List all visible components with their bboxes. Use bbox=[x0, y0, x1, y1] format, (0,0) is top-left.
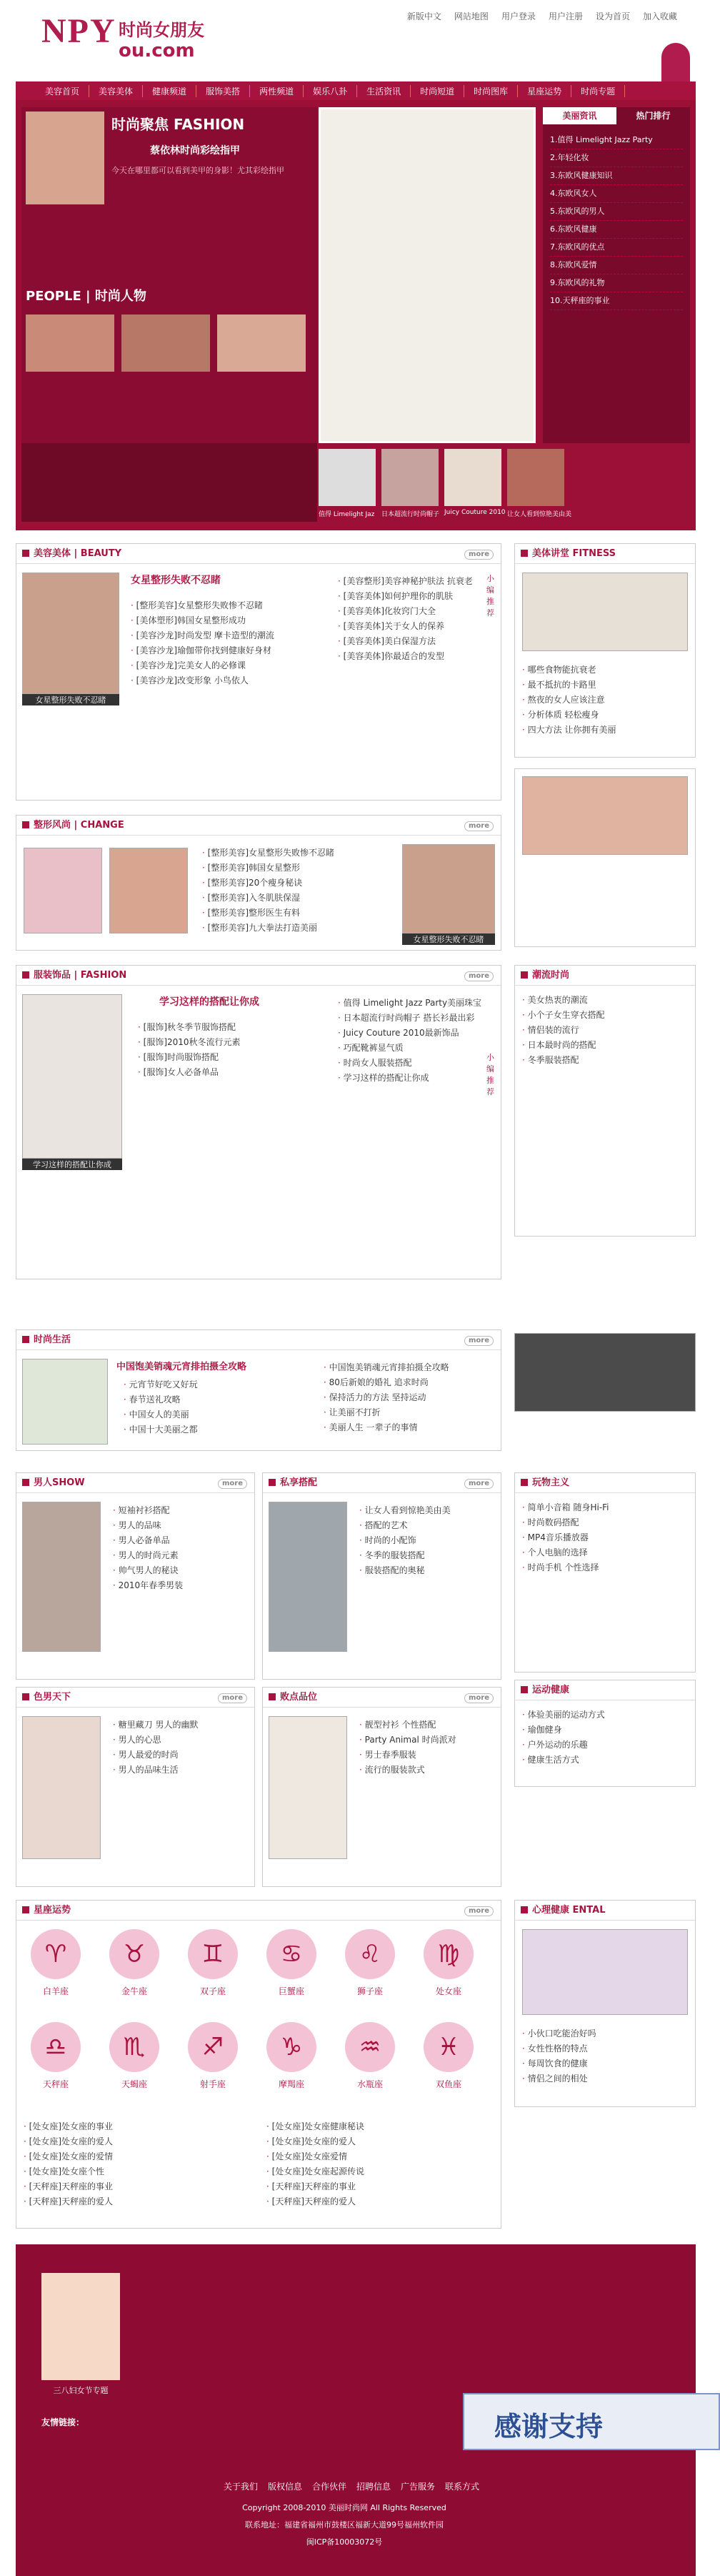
bar-thumb[interactable] bbox=[319, 449, 376, 506]
list-item[interactable]: · 男人必备单品 bbox=[113, 1533, 245, 1548]
friend-links-label: 友情链接： bbox=[41, 2417, 85, 2427]
logo-url: ou.com bbox=[119, 40, 195, 61]
section-title bbox=[16, 966, 501, 986]
beauty-photo[interactable] bbox=[22, 573, 119, 694]
list-item[interactable]: · 学习这样的搭配让你成 bbox=[338, 1071, 474, 1086]
list-item[interactable]: · [服饰]2010秋冬流行元素 bbox=[138, 1035, 316, 1050]
list-item[interactable]: · 户外运动的乐趣 bbox=[522, 1738, 686, 1753]
nav-item[interactable]: 美容美体 bbox=[89, 85, 143, 97]
color-section bbox=[16, 1687, 255, 1887]
list-item[interactable]: · 帅气男人的秘诀 bbox=[113, 1563, 245, 1578]
section-title-text: 私享搭配 bbox=[280, 1477, 318, 1488]
list-item[interactable]: · [整形美容]韩国女星整形 bbox=[202, 861, 388, 876]
list-item[interactable]: · 熬夜的女人应该注意 bbox=[522, 693, 686, 708]
footer-link[interactable]: 招聘信息 bbox=[356, 2482, 391, 2492]
zodiac-libra[interactable] bbox=[24, 2022, 88, 2101]
list-item[interactable]: · 日本最时尚的搭配 bbox=[522, 1038, 686, 1053]
more-button[interactable]: more bbox=[464, 1693, 494, 1703]
list-item[interactable]: · 冬季服装搭配 bbox=[522, 1053, 686, 1068]
list-item[interactable]: · 健康生活方式 bbox=[522, 1753, 686, 1768]
section-title bbox=[515, 544, 695, 564]
list-item[interactable]: · 中国饱美销魂元宵排拍摄全攻略 bbox=[324, 1360, 488, 1375]
footer-links bbox=[130, 2480, 573, 2492]
beauty-right-list bbox=[331, 570, 481, 668]
list-item[interactable]: · 时尚女人服装搭配 bbox=[338, 1056, 474, 1071]
list-item[interactable]: · 元宵节好吃又好玩 bbox=[124, 1377, 295, 1392]
list-item[interactable]: · [整形美容]整形医生有料 bbox=[202, 906, 388, 921]
list-item[interactable]: · [美容美体]你最适合的发型 bbox=[338, 649, 474, 664]
bar-thumb[interactable] bbox=[444, 449, 501, 506]
list-item[interactable]: · 值得 Limelight Jazz Party美丽珠宝 bbox=[338, 996, 474, 1011]
list-item[interactable]: · 冬季的服装搭配 bbox=[359, 1548, 491, 1563]
list-item[interactable]: · 美丽人生 一辈子的事情 bbox=[324, 1420, 488, 1435]
change-thumb[interactable] bbox=[109, 848, 188, 933]
list-item[interactable]: · 搭配的艺术 bbox=[359, 1518, 491, 1533]
section-title-text: 美体讲堂 FITNESS bbox=[532, 548, 616, 559]
section-title bbox=[16, 544, 501, 564]
list-item[interactable]: · [美容沙龙]改变形象 小鸟依人 bbox=[131, 673, 324, 688]
list-item[interactable]: · 中国女人的美丽 bbox=[124, 1407, 295, 1422]
list-item[interactable]: · 让女人看到惊艳美由美 bbox=[359, 1503, 491, 1518]
zodiac-pisces[interactable] bbox=[416, 2022, 481, 2101]
rank-item[interactable]: 5.东欧风的男人 bbox=[550, 203, 683, 221]
life-list bbox=[116, 1373, 302, 1442]
list-item[interactable]: · 情侣装的流行 bbox=[522, 1023, 686, 1038]
shop-photo[interactable] bbox=[269, 1716, 347, 1859]
nav-item[interactable]: 时尚图库 bbox=[464, 85, 518, 97]
libra-icon: ♎ bbox=[31, 2022, 81, 2072]
zodiac-label: 双鱼座 bbox=[435, 2079, 461, 2089]
list-item[interactable]: · 体验美丽的运动方式 bbox=[522, 1708, 686, 1723]
section-title bbox=[16, 1330, 501, 1350]
zodiac-label: 摩羯座 bbox=[278, 2079, 304, 2089]
section-title-text: 心理健康 ENTAL bbox=[532, 1905, 606, 1916]
list-item[interactable]: · Party Animal 时尚派对 bbox=[359, 1733, 491, 1748]
footer-link[interactable]: 关于我们 bbox=[223, 2482, 258, 2492]
shop-list bbox=[352, 1713, 499, 1782]
list-item[interactable]: · [服饰]女人必备单品 bbox=[138, 1065, 316, 1080]
zodiac-scorpio[interactable] bbox=[102, 2022, 166, 2101]
fashion-right-list bbox=[331, 991, 481, 1090]
thanks-text: 感谢支持 bbox=[494, 2411, 604, 2442]
top-link[interactable]: 网站地图 bbox=[454, 11, 489, 21]
section-title bbox=[16, 1473, 254, 1493]
list-item[interactable]: · [整形美容]九大拳法打造美丽 bbox=[202, 921, 388, 936]
list-item[interactable]: · [处女座]处女座的爱人 bbox=[24, 2134, 245, 2149]
rank-item[interactable]: 6.东欧风健康 bbox=[550, 221, 683, 239]
section-title-text: 玩物主义 bbox=[532, 1477, 570, 1488]
top-link[interactable]: 加入收藏 bbox=[642, 11, 677, 21]
rank-item[interactable]: 9.东欧风的礼物 bbox=[550, 274, 683, 292]
life-headline[interactable]: 中国饱美销魂元宵排拍摄全攻略 bbox=[116, 1362, 247, 1372]
list-item[interactable]: · 让美丽不打折 bbox=[324, 1405, 488, 1420]
list-item[interactable]: · [服饰]秋冬季节服饰搭配 bbox=[138, 1020, 316, 1035]
zodiac-capricorn[interactable] bbox=[259, 2022, 324, 2101]
aries-icon: ♈ bbox=[31, 1929, 81, 1979]
hair-section bbox=[514, 768, 696, 947]
list-item[interactable]: · 靓型衬衫 个性搭配 bbox=[359, 1718, 491, 1733]
list-item[interactable]: · 瑜伽健身 bbox=[522, 1723, 686, 1738]
change-photo-caption: 女星整形失败不忍睹 bbox=[402, 933, 495, 945]
color-list bbox=[106, 1713, 252, 1782]
section-title-text: 星座运势 bbox=[34, 1905, 71, 1916]
more-button[interactable]: more bbox=[464, 1479, 494, 1489]
private-photo[interactable] bbox=[269, 1502, 347, 1652]
section-title-text: 整形风尚 | CHANGE bbox=[34, 820, 124, 831]
section-title bbox=[515, 1680, 695, 1700]
nav-item[interactable]: 服饰美搭 bbox=[196, 85, 250, 97]
list-item[interactable]: · 服装搭配的奥秘 bbox=[359, 1563, 491, 1578]
bar-thumb-caption: Juicy Couture 2010 bbox=[444, 509, 506, 516]
list-item[interactable]: · Juicy Couture 2010最新饰品 bbox=[338, 1026, 474, 1041]
more-button[interactable]: more bbox=[464, 1336, 494, 1346]
trend-list bbox=[515, 989, 694, 1072]
list-item[interactable]: · 男士春季服装 bbox=[359, 1748, 491, 1763]
fashion-section bbox=[16, 965, 501, 1279]
life-right-list bbox=[316, 1356, 495, 1440]
list-item[interactable]: · 2010年春季男装 bbox=[113, 1578, 245, 1593]
top-link[interactable]: 设为首页 bbox=[595, 11, 630, 21]
zodiac-label: 金牛座 bbox=[121, 1986, 147, 1996]
stars-section bbox=[16, 1900, 501, 2229]
nav-item[interactable]: 健康频道 bbox=[143, 85, 196, 97]
virgo-icon: ♍ bbox=[424, 1929, 474, 1979]
list-item[interactable]: · [处女座]处女座的爱人 bbox=[266, 2134, 488, 2149]
people-thumb[interactable] bbox=[217, 314, 306, 372]
more-button[interactable]: more bbox=[218, 1693, 247, 1703]
logo-cn: 时尚女朋友 bbox=[119, 20, 204, 40]
bar-thumb-caption: 日本超流行时尚帽子 bbox=[381, 511, 440, 518]
editor-pick-label: 小编推荐 bbox=[486, 1053, 494, 1096]
list-item[interactable]: · [处女座]处女座爱情 bbox=[266, 2149, 488, 2164]
stars-right-list bbox=[259, 2115, 495, 2214]
list-item[interactable]: · 中国十大美丽之都 bbox=[124, 1422, 295, 1437]
top-link[interactable]: 新版中文 bbox=[406, 11, 441, 21]
special-topic-label: 三八妇女节专题 bbox=[53, 2386, 109, 2395]
fashion-list bbox=[131, 1016, 324, 1084]
list-item[interactable]: · [美容沙龙]时尚发型 摩卡造型的潮流 bbox=[131, 628, 324, 643]
life-photo[interactable] bbox=[22, 1359, 108, 1445]
list-item[interactable]: · 分析体质 轻松瘦身 bbox=[522, 708, 686, 723]
list-item[interactable]: · 80后新娘的婚礼 追求时尚 bbox=[324, 1375, 488, 1390]
tab-news[interactable]: 美丽资讯 bbox=[543, 107, 616, 124]
zodiac-label: 巨蟹座 bbox=[278, 1986, 304, 1996]
zodiac-label: 狮子座 bbox=[356, 1986, 383, 1996]
list-item[interactable]: · [处女座]处女座个性 bbox=[24, 2164, 245, 2179]
list-item[interactable]: · [服饰]时尚服饰搭配 bbox=[138, 1050, 316, 1065]
list-item[interactable]: · [美体塑形]韩国女星整形成功 bbox=[131, 613, 324, 628]
list-item[interactable]: · 个人电脑的选择 bbox=[522, 1545, 686, 1560]
section-title bbox=[515, 966, 695, 986]
zodiac-cancer[interactable] bbox=[259, 1929, 324, 2008]
bar-thumb-caption: 让女人看到惊艳美由美 bbox=[507, 511, 572, 518]
rank-item[interactable]: 3.东欧风健康知识 bbox=[550, 167, 683, 185]
list-item[interactable]: · 小伙口吃能治好吗 bbox=[522, 2026, 686, 2041]
thanks-banner[interactable] bbox=[463, 2393, 720, 2450]
bar-thumb[interactable] bbox=[381, 449, 439, 506]
list-item[interactable]: · MP4音乐播放器 bbox=[522, 1530, 686, 1545]
section-title-text: 男人SHOW bbox=[34, 1477, 85, 1488]
fitness-section bbox=[514, 543, 696, 758]
beauty-photo-caption: 女星整形失败不忍睹 bbox=[22, 694, 119, 705]
section-title-text: 潮流时尚 bbox=[532, 970, 570, 981]
list-item[interactable]: · 时尚的小配饰 bbox=[359, 1533, 491, 1548]
change-thumb[interactable] bbox=[24, 848, 102, 933]
fashion-photo-caption: 学习这样的搭配让你成 bbox=[22, 1159, 122, 1170]
zodiac-taurus[interactable] bbox=[102, 1929, 166, 2008]
section-title bbox=[16, 1688, 254, 1708]
zodiac-label: 白羊座 bbox=[42, 1986, 69, 1996]
hero-left bbox=[21, 107, 317, 522]
rank-list bbox=[543, 124, 690, 317]
main-nav bbox=[16, 81, 696, 100]
list-item[interactable]: · [美容美体]如何护理你的肌肤 bbox=[338, 589, 474, 604]
hero-bottom-bar bbox=[319, 449, 690, 523]
list-item[interactable]: · 男人的品味生活 bbox=[113, 1763, 245, 1778]
list-item[interactable]: · [天秤座]天秤座的爱人 bbox=[24, 2194, 245, 2209]
list-item[interactable]: · 男人的心思 bbox=[113, 1733, 245, 1748]
zodiac-virgo[interactable] bbox=[416, 1929, 481, 2008]
more-button[interactable]: more bbox=[464, 821, 494, 831]
list-item[interactable]: · 男人最爱的时尚 bbox=[113, 1748, 245, 1763]
list-item[interactable]: · 男人的时尚元素 bbox=[113, 1548, 245, 1563]
sport-list bbox=[515, 1703, 694, 1772]
list-item[interactable]: · [美容美体]化妆窍门大全 bbox=[338, 604, 474, 619]
male-photo[interactable] bbox=[22, 1502, 101, 1652]
nav-item[interactable]: 时尚短道 bbox=[411, 85, 464, 97]
logo-text: NPY bbox=[41, 12, 116, 50]
list-item[interactable]: · 保持活力的方法 坚持运动 bbox=[324, 1390, 488, 1405]
list-item[interactable]: · 简单小音箱 随身Hi-Fi bbox=[522, 1500, 686, 1515]
list-item[interactable]: · 小个子女生穿衣搭配 bbox=[522, 1008, 686, 1023]
list-item[interactable]: · 男人的品味 bbox=[113, 1518, 245, 1533]
zodiac-gemini[interactable] bbox=[181, 1929, 245, 2008]
list-item[interactable]: · 时尚手机 个性选择 bbox=[522, 1560, 686, 1575]
people-thumb[interactable] bbox=[121, 314, 210, 372]
list-item[interactable]: · 短袖衬衫搭配 bbox=[113, 1503, 245, 1518]
hero-section bbox=[16, 100, 696, 530]
change-section bbox=[16, 815, 501, 951]
sagittarius-icon: ♐ bbox=[188, 2022, 238, 2072]
list-item[interactable]: · [处女座]处女座健康秘诀 bbox=[266, 2119, 488, 2134]
hero-tabs bbox=[543, 107, 690, 124]
beauty-headline[interactable]: 女星整形失败不忍睹 bbox=[131, 575, 221, 586]
footer-link[interactable]: 版权信息 bbox=[267, 2482, 302, 2492]
gemini-icon: ♊ bbox=[188, 1929, 238, 1979]
hero-feature-photo[interactable] bbox=[319, 107, 536, 443]
list-item[interactable]: · 哪些食物能抗衰老 bbox=[522, 663, 686, 678]
zodiac-label: 双子座 bbox=[199, 1986, 226, 1996]
section-title-text: 时尚生活 bbox=[34, 1334, 71, 1345]
section-title-text: 色男天下 bbox=[34, 1692, 71, 1703]
sport-section bbox=[514, 1680, 696, 1787]
hero-right-panel bbox=[543, 107, 690, 443]
toys-section bbox=[514, 1472, 696, 1673]
zodiac-label: 射手座 bbox=[199, 2079, 226, 2089]
stars-list bbox=[16, 2115, 252, 2214]
list-item[interactable]: · 日本超流行时尚帽子 搭长衫最出彩 bbox=[338, 1011, 474, 1026]
top-link[interactable]: 用户注册 bbox=[548, 11, 583, 21]
section-title bbox=[515, 1901, 695, 1921]
list-item[interactable]: · [处女座]处女座的事业 bbox=[24, 2119, 245, 2134]
mental-photo[interactable] bbox=[522, 1929, 688, 2015]
hero-photo[interactable] bbox=[26, 112, 104, 204]
leo-icon: ♌ bbox=[345, 1929, 395, 1979]
tab-rank[interactable]: 热门排行 bbox=[636, 111, 671, 121]
bar-thumb-caption: 值得 Limelight Jaz bbox=[319, 511, 375, 518]
list-item[interactable]: · [处女座]处女座的爱情 bbox=[24, 2149, 245, 2164]
zodiac-label: 天秤座 bbox=[42, 2079, 69, 2089]
cancer-icon: ♋ bbox=[266, 1929, 316, 1979]
fitness-photo[interactable] bbox=[522, 573, 688, 651]
editor-pick-label: 小编推荐 bbox=[486, 574, 494, 618]
section-title bbox=[16, 816, 501, 836]
section-title bbox=[263, 1688, 501, 1708]
shop-section bbox=[262, 1687, 501, 1887]
list-item[interactable]: · 时尚数码搭配 bbox=[522, 1515, 686, 1530]
list-item[interactable]: · 女性性格的特点 bbox=[522, 2041, 686, 2056]
list-item[interactable]: · 巧配靴裤显气质 bbox=[338, 1041, 474, 1056]
rank-item[interactable]: 7.东欧风的优点 bbox=[550, 239, 683, 257]
people-thumb[interactable] bbox=[26, 314, 114, 372]
site-logo[interactable] bbox=[41, 11, 270, 69]
male-list bbox=[106, 1499, 252, 1597]
rank-item[interactable]: 2.年轻化妆 bbox=[550, 149, 683, 167]
more-button[interactable]: more bbox=[464, 550, 494, 560]
pisces-icon: ♓ bbox=[424, 2022, 474, 2072]
male-section bbox=[16, 1472, 255, 1680]
nav-item[interactable]: 娱乐八卦 bbox=[304, 85, 357, 97]
copyright: Copyright 2008-2010 美丽时尚网 All Rights Reserved bbox=[242, 2503, 446, 2512]
mental-list bbox=[515, 2022, 694, 2091]
zodiac-label: 水瓶座 bbox=[356, 2079, 383, 2089]
rank-item[interactable]: 1.值得 Limelight Jazz Party bbox=[550, 132, 683, 149]
change-photo[interactable] bbox=[402, 844, 495, 933]
zodiac-sagittarius[interactable] bbox=[181, 2022, 245, 2101]
zodiac-label: 处女座 bbox=[435, 1986, 461, 1996]
scorpio-icon: ♏ bbox=[109, 2022, 159, 2072]
footer-link[interactable]: 联系方式 bbox=[445, 2482, 480, 2492]
nav-item[interactable]: 两性频道 bbox=[250, 85, 304, 97]
fitness-list bbox=[515, 658, 694, 742]
private-section bbox=[262, 1472, 501, 1680]
list-item[interactable]: · [处女座]处女座起源传说 bbox=[266, 2164, 488, 2179]
section-title-text: 服装饰品 | FASHION bbox=[34, 970, 127, 981]
list-item[interactable]: · [美容沙龙]完美女人的必修课 bbox=[131, 658, 324, 673]
list-item[interactable]: · 糖里藏刀 男人的幽默 bbox=[113, 1718, 245, 1733]
hair-photo[interactable] bbox=[522, 776, 688, 855]
list-item[interactable]: · [整形美容]女星整形失败惨不忍睹 bbox=[202, 846, 388, 861]
rank-item[interactable]: 10.天秤座的事业 bbox=[550, 292, 683, 310]
list-item[interactable]: · [整形美容]女星整形失败惨不忍睹 bbox=[131, 598, 324, 613]
list-item[interactable]: · 情侣之间的相处 bbox=[522, 2071, 686, 2086]
list-item[interactable]: · 最不抵抗的卡路里 bbox=[522, 678, 686, 693]
list-item[interactable]: · 美女热衷的潮流 bbox=[522, 993, 686, 1008]
more-button[interactable]: more bbox=[464, 1906, 494, 1916]
hero-title: 时尚聚焦 FASHION bbox=[111, 116, 245, 133]
fashion-photo[interactable] bbox=[22, 994, 122, 1159]
section-title-text: 败点品位 bbox=[280, 1692, 318, 1703]
footer-link[interactable]: 广告服务 bbox=[401, 2482, 436, 2492]
nav-item[interactable]: 生活资讯 bbox=[357, 85, 411, 97]
section-title bbox=[16, 1901, 501, 1921]
rank-item[interactable]: 4.东欧风女人 bbox=[550, 185, 683, 203]
nav-item[interactable]: 星座运势 bbox=[518, 85, 571, 97]
hero-bar bbox=[21, 443, 317, 522]
section-title bbox=[515, 1473, 695, 1493]
capricorn-icon: ♑ bbox=[266, 2022, 316, 2072]
more-button[interactable]: more bbox=[218, 1479, 247, 1489]
list-item[interactable]: · [美容整形]美容神秘护肤法 抗衰老 bbox=[338, 574, 474, 589]
life-side-photo[interactable] bbox=[514, 1333, 696, 1412]
list-item[interactable]: · [美容美体]关于女人的保养 bbox=[338, 619, 474, 634]
section-title bbox=[263, 1473, 501, 1493]
taurus-icon: ♉ bbox=[109, 1929, 159, 1979]
footer-link[interactable]: 合作伙伴 bbox=[311, 2482, 346, 2492]
list-item[interactable]: · 流行的服装款式 bbox=[359, 1763, 491, 1778]
top-link[interactable]: 用户登录 bbox=[501, 11, 536, 21]
zodiac-aries[interactable] bbox=[24, 1929, 88, 2008]
list-item[interactable]: · [整形美容]入冬肌肤保湿 bbox=[202, 891, 388, 906]
list-item[interactable]: · [天秤座]天秤座的事业 bbox=[24, 2179, 245, 2194]
top-links bbox=[407, 10, 677, 22]
special-topic-box[interactable] bbox=[41, 2273, 120, 2380]
list-item[interactable]: · [天秤座]天秤座的事业 bbox=[266, 2179, 488, 2194]
section-title-text: 美容美体 | BEAUTY bbox=[34, 548, 122, 559]
mental-section bbox=[514, 1900, 696, 2107]
list-item[interactable]: · [天秤座]天秤座的爱人 bbox=[266, 2194, 488, 2209]
list-item[interactable]: · 四大方法 让你拥有美丽 bbox=[522, 723, 686, 738]
people-title: PEOPLE | 时尚人物 bbox=[26, 289, 146, 304]
beauty-list bbox=[124, 594, 331, 693]
bar-thumb[interactable] bbox=[507, 449, 564, 506]
zodiac-aquarius[interactable] bbox=[338, 2022, 402, 2101]
life-section bbox=[16, 1329, 501, 1451]
change-list bbox=[195, 841, 395, 940]
rank-item[interactable]: 8.东欧风爱情 bbox=[550, 257, 683, 274]
list-item[interactable]: · 春节送礼攻略 bbox=[124, 1392, 295, 1407]
toys-list bbox=[515, 1496, 694, 1580]
section-title-text: 运动健康 bbox=[532, 1685, 570, 1695]
color-photo[interactable] bbox=[22, 1716, 101, 1859]
header-model-image bbox=[661, 43, 690, 86]
list-item[interactable]: · 每周饮食的健康 bbox=[522, 2056, 686, 2071]
list-item[interactable]: · [美容美体]美白保湿方法 bbox=[338, 634, 474, 649]
zodiac-leo[interactable] bbox=[338, 1929, 402, 2008]
hero-summary: 今天在哪里都可以看到美甲的身影！尤其彩绘指甲 bbox=[111, 166, 284, 175]
address: 联系地址：福建省福州市鼓楼区福新大道99号福州软件园 bbox=[245, 2520, 444, 2530]
nav-item[interactable]: 美容首页 bbox=[36, 85, 89, 97]
list-item[interactable]: · [美容沙龙]瑜伽带你找到健康好身材 bbox=[131, 643, 324, 658]
beauty-section bbox=[16, 543, 501, 801]
fashion-headline[interactable]: 学习这样的搭配让你成 bbox=[159, 996, 259, 1008]
trend-section bbox=[514, 965, 696, 1237]
icp: 闽ICP备10003072号 bbox=[306, 2537, 383, 2547]
nav-item[interactable]: 时尚专题 bbox=[571, 85, 625, 97]
private-list bbox=[352, 1499, 499, 1582]
list-item[interactable]: · [整形美容]20个瘦身秘诀 bbox=[202, 876, 388, 891]
aquarius-icon: ♒ bbox=[345, 2022, 395, 2072]
hero-headline[interactable]: 蔡依林时尚彩绘指甲 bbox=[150, 145, 240, 157]
zodiac-label: 天蝎座 bbox=[121, 2079, 147, 2089]
more-button[interactable]: more bbox=[464, 971, 494, 981]
